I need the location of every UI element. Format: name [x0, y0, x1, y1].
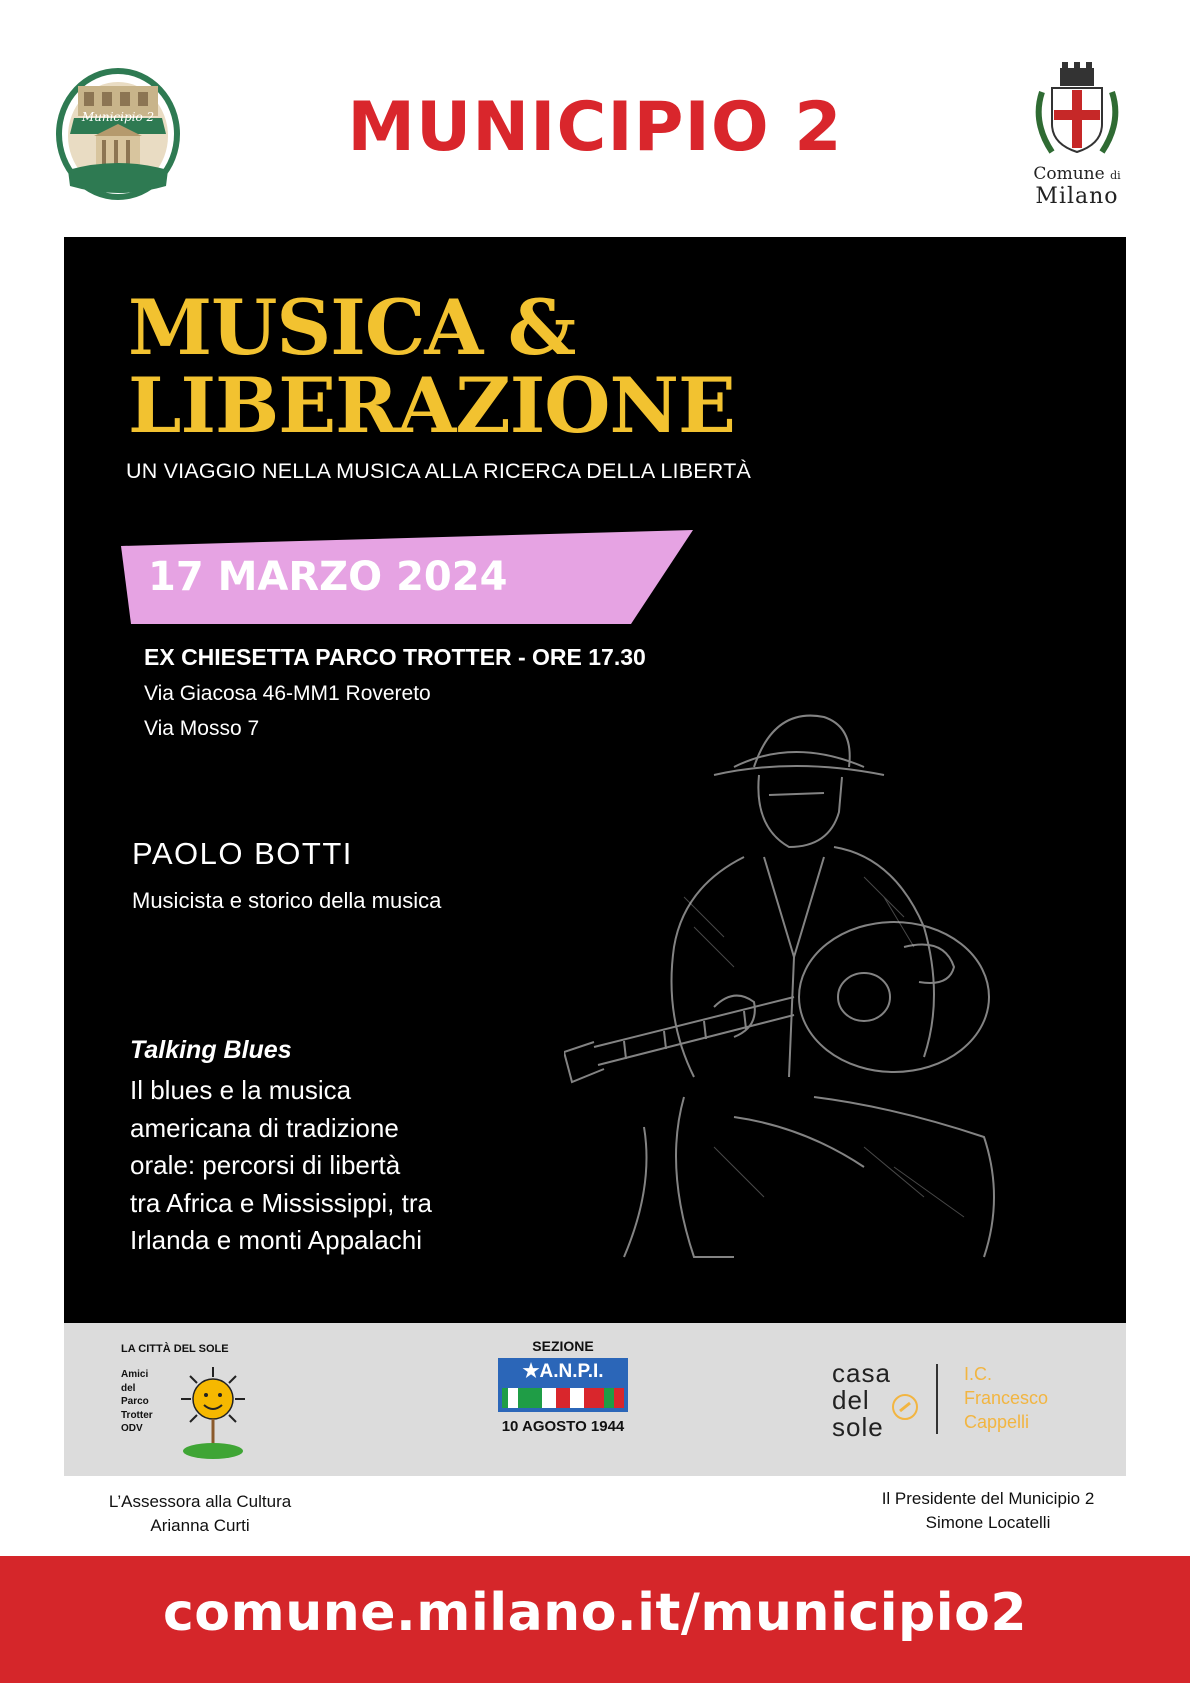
- talk-description-line: Il blues e la musica: [130, 1075, 352, 1105]
- anpi-logo: [490, 1338, 636, 1458]
- partners-strip: [64, 1323, 1126, 1476]
- speaker-role: Musicista e storico della musica: [132, 888, 442, 913]
- talk-description-line: tra Africa e Mississippi, tra: [130, 1187, 432, 1218]
- event-panel: [64, 237, 1126, 1323]
- speaker-name: PAOLO BOTTI: [132, 836, 353, 871]
- signature-left-name: Arianna Curti: [150, 1516, 250, 1535]
- footer-bar: [0, 1556, 1190, 1683]
- divider: [936, 1364, 938, 1434]
- talk-description-line: orale: percorsi di libertà: [130, 1150, 401, 1180]
- page-title: MUNICIPIO 2: [347, 88, 843, 167]
- citta-del-sole-line: ODV: [121, 1423, 143, 1434]
- comune-label: Comune: [1033, 164, 1105, 184]
- event-subtitle: UN VIAGGIO NELLA MUSICA ALLA RICERCA DELLA LIBERTÀ: [126, 459, 751, 483]
- venue-name: EX CHIESETTA PARCO TROTTER - ORE 17.30: [144, 644, 646, 670]
- di-label: di: [1110, 169, 1121, 182]
- citta-del-sole-logo: [121, 1343, 311, 1463]
- school-name-line: Francesco: [964, 1388, 1049, 1408]
- signature-right-role: Il Presidente del Municipio 2: [881, 1489, 1095, 1508]
- anpi-sezione: SEZIONE: [532, 1338, 594, 1354]
- signature-left-role: L’Assessora alla Cultura: [108, 1492, 292, 1511]
- sun-circle-icon: [890, 1392, 920, 1422]
- citta-del-sole-line: Parco: [121, 1396, 149, 1407]
- casa-del-sole-word: casa: [832, 1358, 891, 1388]
- municipio-logo-label: Municipio 2: [81, 110, 155, 124]
- talk-title: Talking Blues: [130, 1036, 292, 1064]
- footer-url-link[interactable]: comune.milano.it/municipio2: [162, 1583, 1028, 1643]
- sun-icon: [175, 1361, 251, 1461]
- anpi-label: ★A.N.P.I.: [522, 1361, 604, 1382]
- talk-description-line: Irlanda e monti Appalachi: [130, 1225, 422, 1255]
- venue-address-line: Via Giacosa 46-MM1 Rovereto: [144, 682, 431, 705]
- citta-del-sole-line: del: [121, 1382, 136, 1394]
- school-name-line: I.C.: [964, 1364, 993, 1384]
- citta-del-sole-title: LA CITTÀ DEL SOLE: [121, 1343, 229, 1355]
- milano-crest-icon: [1022, 62, 1132, 162]
- event-date: 17 MARZO 2024: [148, 554, 508, 600]
- talk-description: [130, 1072, 432, 1260]
- venue-address-line: Via Mosso 7: [144, 717, 260, 740]
- signature-right-name: Simone Locatelli: [925, 1513, 1051, 1532]
- school-name-line: Cappelli: [964, 1412, 1030, 1432]
- casa-del-sole-word: sole: [832, 1412, 884, 1442]
- comune-di-milano-logo: [1022, 62, 1132, 212]
- milano-label: Milano: [1035, 184, 1119, 209]
- casa-del-sole-word: del: [832, 1385, 870, 1415]
- italian-flag-icon: [498, 1384, 628, 1412]
- guitarist-illustration: [564, 697, 1124, 1323]
- event-title-line-2: LIBERAZIONE: [128, 361, 735, 450]
- casa-del-sole-logo: [832, 1358, 1092, 1448]
- talk-description-line: americana di tradizione: [130, 1112, 399, 1143]
- event-title-line-1: MUSICA &: [128, 283, 576, 372]
- citta-del-sole-line: Amici: [121, 1369, 149, 1380]
- anpi-date: 10 AGOSTO 1944: [501, 1418, 625, 1435]
- citta-del-sole-line: Trotter: [121, 1409, 153, 1421]
